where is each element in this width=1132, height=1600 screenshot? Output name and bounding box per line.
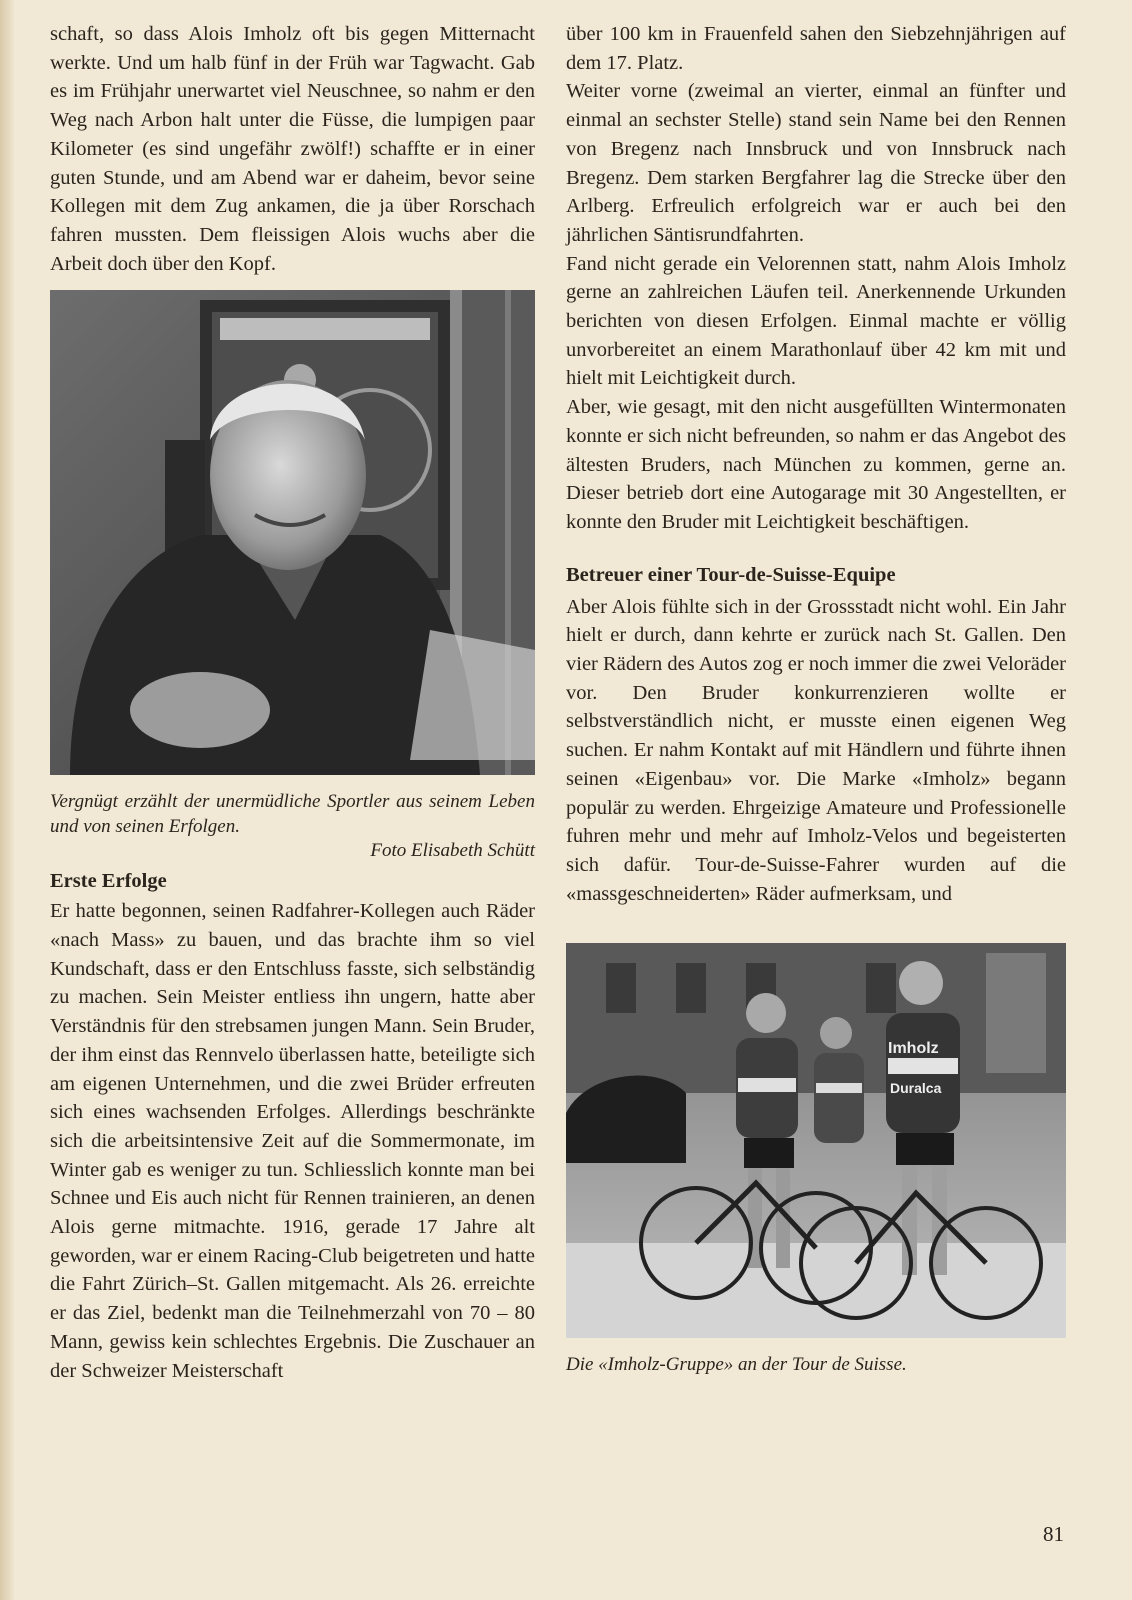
cyclists-caption: Die «Imholz-Gruppe» an der Tour de Suisse. <box>566 1354 907 1376</box>
portrait-photo-image <box>50 290 535 775</box>
page-number: 81 <box>1043 1522 1064 1546</box>
portrait-caption: Vergnügt erzählt der unermüdliche Sportler aus seinem Leben und von seinen Erfolgen. <box>50 791 535 838</box>
right-heading: Betreuer einer Tour-de-Suisse-Equipe <box>566 563 896 586</box>
left-paragraph-2: Er hatte begonnen, seinen Radfahrer-Kollegen auch Räder «nach Mass» zu bauen, und das brachte ihm so viel Kundschaft, dass er den Entschluss fasste, sich selbständig zu machen. Sein Meister entliess ihn ungern, hatte aber Verständnis für den strebsamen jungen Mann. Sein Bruder, der ihm einst das Rennvelo überlassen hatte, beteiligte sich am eigenen Unternehmen, und die zwei Brüder erfreuten sich eines wachsenden Erfolges. Allerdings beschränkte sich die arbeitsintensive Zeit auf die Sommermonate, im Winter gab es weniger zu tun. Schliesslich konnte man bei Schnee und Eis auch nicht für Rennen trainieren, an denen Alois gerne mitmachte. 1916, gerade 17 Jahre alt geworden, war er einem Racing-Club beigetreten und hatte die Fahrt Zürich–St. Gallen mitgemacht. Als 26. erreichte er das Ziel, bedenkt man die Teilnehmerzahl von 70 – 80 Mann, gewiss kein schlechtes Ergebnis. Die Zuschauer an der Schweizer Meisterschaft <box>50 900 535 1382</box>
right-paragraph-1: über 100 km in Frauenfeld sahen den Siebzehnjährigen auf dem 17. Platz. <box>566 23 1066 74</box>
right-paragraph-2: Weiter vorne (zweimal an vierter, einmal an fünfter und einmal an sechster Stelle) stand sein Name bei den Rennen von Bregenz nach Innsbruck und von Innsbruck nach Bregenz. Dem starken Bergfahrer lag die Strecke über den Arlberg. Erfreulich erfolgreich war er auch bei den jährlichen Säntisrundfahrten. <box>566 80 1066 246</box>
right-paragraph-4: Aber, wie gesagt, mit den nicht ausgefüllten Wintermonaten konnte er sich nicht befreunden, so nahm er das Angebot des ältesten Bruders, nach München zu kommen, gerne an. Dieser betrieb dort eine Autogarage mit 30 Angestellten, er konnte den Bruder mit Leichtigkeit beschäftigen. <box>566 396 1066 533</box>
left-column <box>50 20 535 1385</box>
right-column <box>566 20 1066 1377</box>
right-paragraph-3: Fand nicht gerade ein Velorennen statt, nahm Alois Imholz gerne an zahlreichen Läufen teil. Anerkennende Urkunden berichten von diesen Erfolgen. Einmal machte er völlig unvorbereitet an einem Marathonlauf über 42 km mit und hielt mit Leichtigkeit durch. <box>566 252 1066 390</box>
cyclists-photo-image <box>566 943 1066 1338</box>
left-heading: Erste Erfolge <box>50 870 167 893</box>
right-paragraph-5: Aber Alois fühlte sich in der Grossstadt nicht wohl. Ein Jahr hielt er durch, dann kehrte er zurück nach St. Gallen. Den vier Rädern des Autos zog er noch immer die zwei Veloräder vor. Den Bruder konkurrenzieren wollte er selbstverständlich nicht, er musste einen eigenen Weg suchen. Er nahm Kontakt auf mit Händlern und führte ihnen seinen «Eigenbau» vor. Die Marke «Imholz» begann populär zu werden. Ehrgeizige Amateure und Professionelle fuhren mehr und mehr auf Imholz-Velos und begeisterten sich dafür. Tour-de-Suisse-Fahrer wurden auf die «massgeschneiderten» Räder aufmerksam, und <box>566 595 1066 905</box>
cyclists-photo <box>566 943 1066 1338</box>
portrait-photo <box>50 290 535 775</box>
page-edge <box>0 0 14 1600</box>
jersey-text-imholz: Imholz <box>888 1040 939 1058</box>
left-paragraph-1: schaft, so dass Alois Imholz oft bis gegen Mitternacht werkte. Und um halb fünf in der Früh war Tagwacht. Gab es im Frühjahr unerwartet viel Neuschnee, so nahm er den Weg nach Arbon halt unter die Füsse, die lumpigen paar Kilometer (es sind ungefähr zwölf!) schaffte er in einer guten Stunde, und am Abend war er daheim, bevor seine Kollegen mit dem Zug ankamen, die ja über Rorschach fahren mussten. Dem fleissigen Alois wuchs aber die Arbeit doch über den Kopf. <box>50 23 535 275</box>
jersey-text-duralca: Duralca <box>890 1080 942 1097</box>
portrait-credit: Foto Elisabeth Schütt <box>370 840 535 862</box>
